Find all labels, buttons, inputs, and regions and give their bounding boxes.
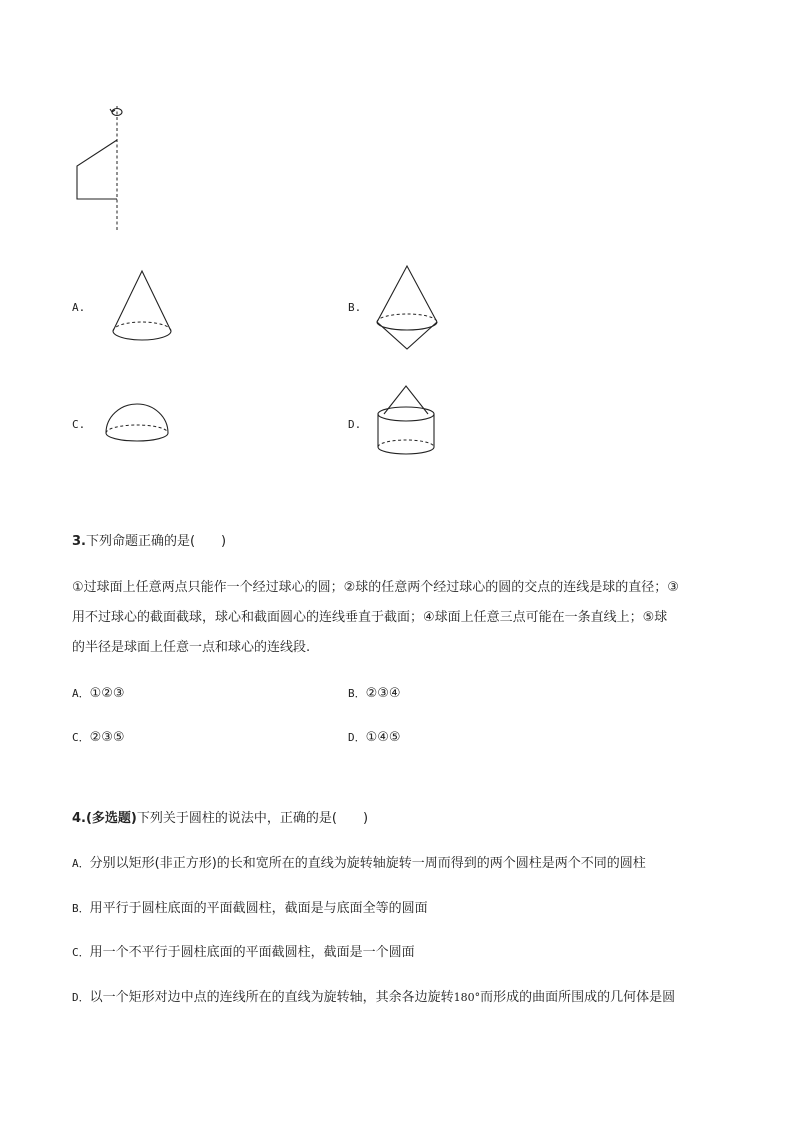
q3-header bbox=[72, 535, 226, 548]
q3-option-b-letter: B． bbox=[348, 687, 366, 700]
option-d-cylinder-cone-figure[interactable] bbox=[372, 382, 442, 460]
option-c-letter[interactable]: C. bbox=[72, 418, 86, 431]
q4-option-d-letter: D． bbox=[72, 991, 90, 1004]
rotation-arrow-icon bbox=[110, 109, 122, 116]
q4-option-d[interactable] bbox=[72, 991, 675, 1004]
q3-body-line-3: 的半径是球面上任意一点和球心的连线段. bbox=[72, 640, 311, 655]
q4-tag: (多选题) bbox=[85, 811, 137, 826]
option-d-letter[interactable]: D. bbox=[348, 418, 362, 431]
q4-option-d-text: 以一个矩形对边中点的连线所在的直线为旋转轴，其余各边旋转 bbox=[89, 990, 454, 1005]
option-a-cone-figure[interactable] bbox=[108, 268, 178, 346]
option-c-hemisphere-figure[interactable] bbox=[102, 402, 172, 450]
option-a-letter[interactable]: A. bbox=[72, 301, 86, 314]
q4-option-c-letter: C． bbox=[72, 946, 90, 959]
q4-option-b-letter: B． bbox=[72, 902, 90, 915]
q4-header bbox=[72, 812, 368, 825]
q3-option-c-text: ②③⑤ bbox=[89, 730, 125, 745]
q4-number: 4. bbox=[72, 811, 86, 826]
q4-option-c[interactable] bbox=[72, 946, 415, 959]
q3-option-c[interactable] bbox=[72, 731, 125, 744]
q3-option-a-text: ①②③ bbox=[89, 686, 125, 701]
q4-option-a-letter: A． bbox=[72, 857, 90, 870]
q3-option-b-text: ②③④ bbox=[365, 686, 401, 701]
q3-body-line-2: 用不过球心的截面截球，球心和截面圆心的连线垂直于截面；④球面上任意三点可能在一条直线上；⑤球 bbox=[72, 610, 668, 625]
q3-option-b[interactable] bbox=[348, 687, 401, 700]
q4-option-c-text: 用一个不平行于圆柱底面的平面截圆柱，截面是一个圆面 bbox=[89, 945, 415, 960]
q3-option-d[interactable] bbox=[348, 731, 401, 744]
q3-number: 3. bbox=[72, 534, 86, 549]
q4-option-a-text: 分别以矩形(非正方形)的长和宽所在的直线为旋转轴旋转一周而得到的两个圆柱是两个不同的圆柱 bbox=[89, 856, 646, 871]
q4-option-b-text: 用平行于圆柱底面的平面截圆柱，截面是与底面全等的圆面 bbox=[89, 901, 428, 916]
q3-option-a-letter: A． bbox=[72, 687, 90, 700]
q4-option-d-angle: 180° bbox=[453, 991, 481, 1004]
q3-body-line-1: ①过球面上任意两点只能作一个经过球心的圆；②球的任意两个经过球心的圆的交点的连线是球的直径；③ bbox=[72, 580, 679, 595]
q3-stem: 下列命题正确的是( ) bbox=[85, 534, 227, 549]
q4-stem: 下列关于圆柱的说法中，正确的是( ) bbox=[136, 811, 369, 826]
rotation-figure bbox=[60, 100, 140, 235]
q4-option-a[interactable] bbox=[72, 857, 646, 870]
option-b-double-cone-figure[interactable] bbox=[372, 262, 442, 354]
option-b-letter[interactable]: B. bbox=[348, 301, 362, 314]
q4-option-b[interactable] bbox=[72, 902, 428, 915]
q3-option-d-text: ①④⑤ bbox=[365, 730, 401, 745]
q3-option-c-letter: C． bbox=[72, 731, 90, 744]
rotation-polygon bbox=[77, 140, 117, 199]
q3-option-a[interactable] bbox=[72, 687, 125, 700]
q4-option-d-text-after: 而形成的曲面所围成的几何体是圆 bbox=[480, 990, 676, 1005]
q3-option-d-letter: D． bbox=[348, 731, 366, 744]
